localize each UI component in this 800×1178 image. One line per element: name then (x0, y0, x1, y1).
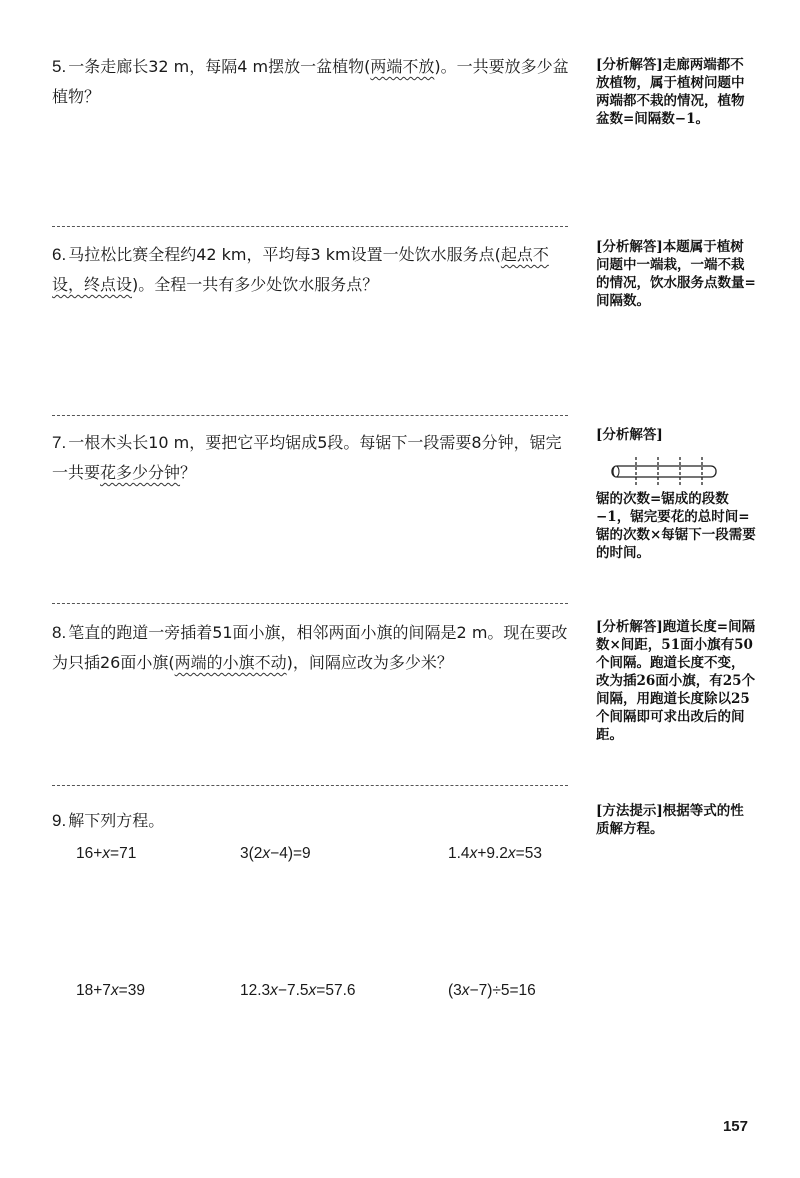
note-text: 根据等式的性质解方程。 (596, 803, 744, 837)
question-number: 9. (52, 811, 67, 830)
analysis-note-6 (596, 238, 756, 310)
method-tip-note (596, 802, 756, 838)
question-text: 解下列方程。 (68, 811, 165, 830)
question-text: 笔直的跑道一旁插着51面小旗，相邻两面小旗的间隔是2 m。现在要改为只插26面小旗( (52, 623, 568, 672)
emphasis-text: 两端不放 (370, 57, 435, 76)
question-7 (52, 428, 572, 488)
dashed-divider (52, 603, 568, 604)
equation-3: 1.4x+9.2x=53 (448, 845, 542, 862)
equation-5: 12.3x−7.5x=57.6 (240, 982, 356, 999)
question-number: 8. (52, 623, 67, 642)
analysis-note-7 (596, 490, 756, 562)
page-number: 157 (722, 1118, 748, 1135)
question-text-end: )，间隔应改为多少米？ (286, 653, 453, 672)
question-8 (52, 618, 572, 678)
question-text-end: ？ (180, 463, 197, 482)
note-text: 本题属于植树问题中一端栽，一端不栽的情况，饮水服务点数量=间隔数。 (596, 239, 756, 309)
note-tag: [方法提示] (596, 803, 663, 819)
analysis-note-5 (596, 56, 756, 128)
question-text: 马拉松比赛全程约42 km，平均每3 km设置一处饮水服务点( (68, 245, 501, 264)
equation-4: 18+7x=39 (76, 982, 145, 999)
emphasis-text: 花多少分钟 (100, 463, 181, 482)
analysis-note-7-tag (596, 426, 756, 444)
question-6 (52, 240, 572, 300)
note-tag: [分析解答] (596, 57, 663, 73)
question-number: 7. (52, 433, 67, 452)
note-text: 走廊两端都不放植物，属于植树问题中两端都不栽的情况，植物盆数=间隔数−1。 (596, 57, 745, 127)
log-end (613, 466, 619, 477)
analysis-note-8 (596, 618, 756, 744)
dashed-divider (52, 226, 568, 227)
log-saw-diagram (606, 456, 722, 488)
note-tag: [分析解答] (596, 239, 663, 255)
note-tag: [分析解答] (596, 427, 663, 443)
equation-1: 16+x=71 (76, 845, 137, 862)
question-text-end: )。一共要放多少盆植物？ (52, 57, 569, 106)
emphasis-text: 两端的小旗不动 (174, 653, 287, 672)
note-text: 跑道长度=间隔数×间距，51面小旗有50个间隔。跑道长度不变，改为插26面小旗，有25个间隔，用跑道长度除以25个间隔即可求出改后的间距。 (596, 619, 756, 743)
note-text: 锯的次数=锯成的段数−1，锯完要花的总时间=锯的次数×每锯下一段需要的时间。 (596, 491, 756, 561)
question-9 (52, 806, 572, 836)
note-tag: [分析解答] (596, 619, 663, 635)
question-number: 5. (52, 57, 67, 76)
question-text: 一条走廊长32 m，每隔4 m摆放一盆植物( (68, 57, 371, 76)
question-text-end: )。全程一共有多少处饮水服务点？ (132, 275, 379, 294)
equation-6: (3x−7)÷5=16 (448, 982, 536, 999)
question-5 (52, 52, 572, 112)
equation-2: 3(2x−4)=9 (240, 845, 311, 862)
emphasis-text: 起点不设，终点设 (52, 245, 549, 294)
question-number: 6. (52, 245, 67, 264)
log-shape (612, 466, 716, 477)
dashed-divider (52, 785, 568, 786)
question-text: 一根木头长10 m，要把它平均锯成5段。每锯下一段需要8分钟，锯完一共要 (52, 433, 562, 482)
dashed-divider (52, 415, 568, 416)
